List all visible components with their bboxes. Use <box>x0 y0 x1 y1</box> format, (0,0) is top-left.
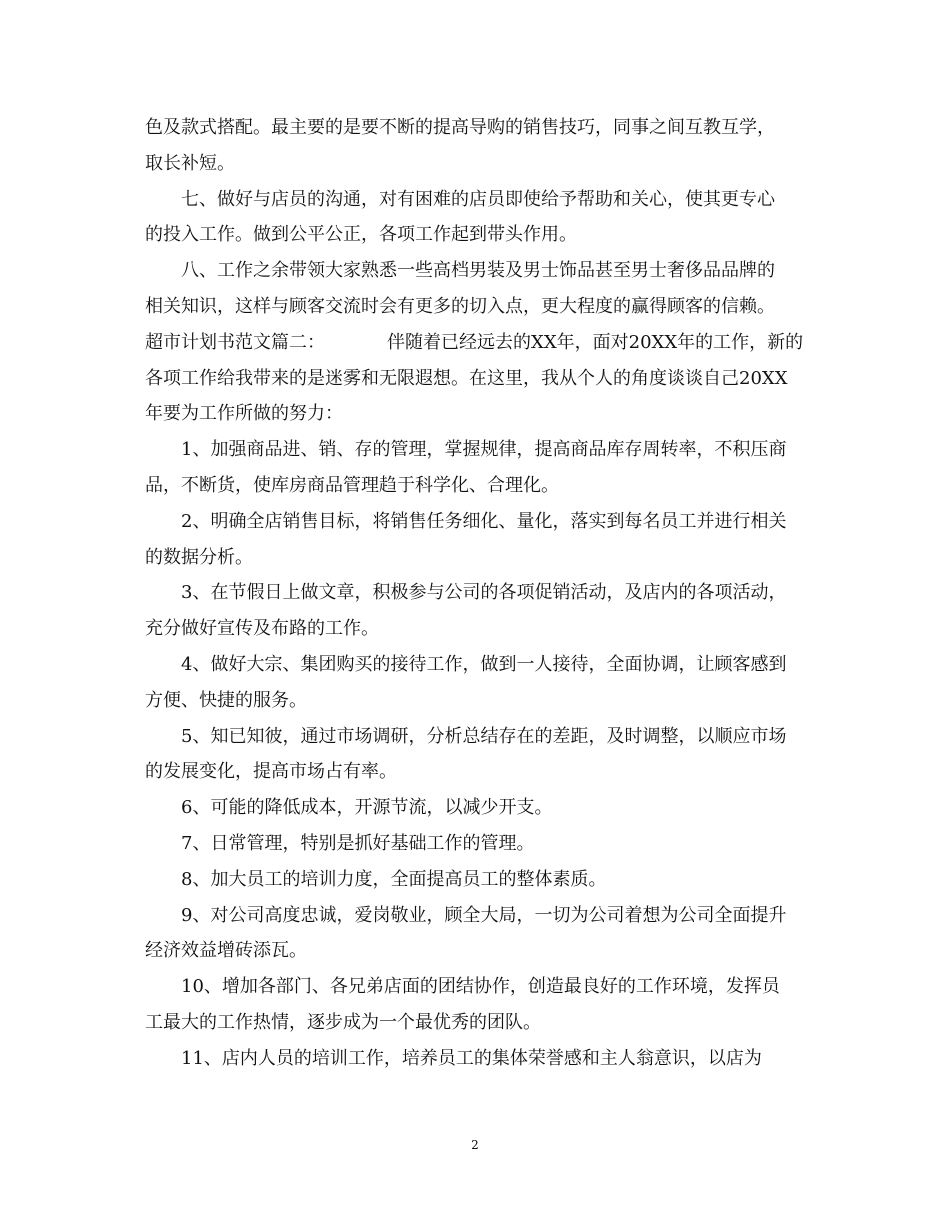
text-line <box>145 396 810 432</box>
text-line-content: 的数据分析。 <box>145 546 253 568</box>
text-line <box>145 217 810 253</box>
text-line <box>145 898 810 934</box>
text-line-content: 七、做好与店员的沟通，对有困难的店员即使给予帮助和关心，使其更专心 <box>181 188 775 210</box>
text-line <box>145 540 810 576</box>
text-line <box>145 1041 810 1077</box>
text-line-content: 相关知识，这样与顾客交流时会有更多的切入点，更大程度的赢得顾客的信赖。 <box>145 295 775 317</box>
text-line-content: 工最大的工作热情，逐步成为一个最优秀的团队。 <box>145 1011 541 1033</box>
text-line <box>145 253 810 289</box>
text-line <box>145 611 810 647</box>
text-line <box>145 110 810 146</box>
text-line <box>145 325 810 361</box>
text-line <box>145 719 810 755</box>
text-line <box>145 1005 810 1041</box>
text-line-content: 4、做好大宗、集团购买的接待工作，做到一人接待，全面协调，让顾客感到 <box>181 653 787 675</box>
text-line-content: 5、知已知彼，通过市场调研，分析总结存在的差距，及时调整，以顺应市场 <box>181 725 787 747</box>
text-line-content: 八、工作之余带领大家熟悉一些高档男装及男士饰品甚至男士奢侈品品牌的 <box>181 260 775 282</box>
text-line <box>145 432 810 468</box>
text-line-content: 7、日常管理，特别是抓好基础工作的管理。 <box>181 832 535 854</box>
text-line-content: 色及款式搭配。最主要的是要不断的提高导购的销售技巧，同事之间互教互学， <box>145 117 775 138</box>
text-line-content: 2、明确全店销售目标，将销售任务细化、量化，落实到每名员工并进行相关 <box>181 510 787 532</box>
text-line <box>145 361 810 397</box>
text-line-content: 品，不断货，使库房商品管理趋于科学化、合理化。 <box>145 474 559 496</box>
text-line <box>145 146 810 182</box>
text-line <box>145 862 810 898</box>
text-line-content: 的发展变化，提高市场占有率。 <box>145 761 397 783</box>
text-line <box>145 790 810 826</box>
text-line-content: 9、对公司高度忠诚，爱岗敬业，顾全大局，一切为公司着想为公司全面提升 <box>181 904 787 926</box>
text-line-content: 3、在节假日上做文章，积极参与公司的各项促销活动，及店内的各项活动， <box>181 582 787 604</box>
text-line-content: 11、店内人员的培训工作，培养员工的集体荣誉感和主人翁意识，以店为 <box>181 1047 762 1069</box>
text-line-content: 超市计划书范文篇二： <box>145 331 325 353</box>
text-line <box>145 826 810 862</box>
text-line <box>145 933 810 969</box>
text-line-content: 8、加大员工的培训力度，全面提高员工的整体素质。 <box>181 868 607 890</box>
text-line-content: 6、可能的降低成本，开源节流，以减少开支。 <box>181 797 553 819</box>
text-line <box>145 647 810 683</box>
text-line <box>145 468 810 504</box>
text-line <box>145 182 810 218</box>
text-line <box>145 969 810 1005</box>
text-line-content: 10、增加各部门、各兄弟店面的团结协作，创造最良好的工作环境，发挥员 <box>181 976 780 998</box>
text-line <box>145 289 810 325</box>
text-line-content: 方便、快捷的服务。 <box>145 689 307 711</box>
text-line-content: 经济效益增砖添瓦。 <box>145 940 307 962</box>
text-line-continuation: 伴随着已经远去的XX年，面对20XX年的工作，新的 <box>387 331 804 353</box>
text-line <box>145 575 810 611</box>
page-number: 2 <box>471 1138 479 1152</box>
text-line-content: 取长补短。 <box>145 152 235 174</box>
text-line-content: 年要为工作所做的努力： <box>145 403 343 425</box>
text-line-content: 1、加强商品进、销、存的管理，掌握规律，提高商品库存周转率，不积压商 <box>181 439 787 461</box>
text-line-content: 的投入工作。做到公平公正，各项工作起到带头作用。 <box>145 224 577 246</box>
text-line-content: 充分做好宣传及布路的工作。 <box>145 618 379 640</box>
text-line <box>145 504 810 540</box>
text-line-content: 各项工作给我带来的是迷雾和无限遐想。在这里，我从个人的角度谈谈自己20XX <box>145 367 788 389</box>
text-line <box>145 683 810 719</box>
text-line <box>145 754 810 790</box>
document-body <box>145 110 810 1077</box>
